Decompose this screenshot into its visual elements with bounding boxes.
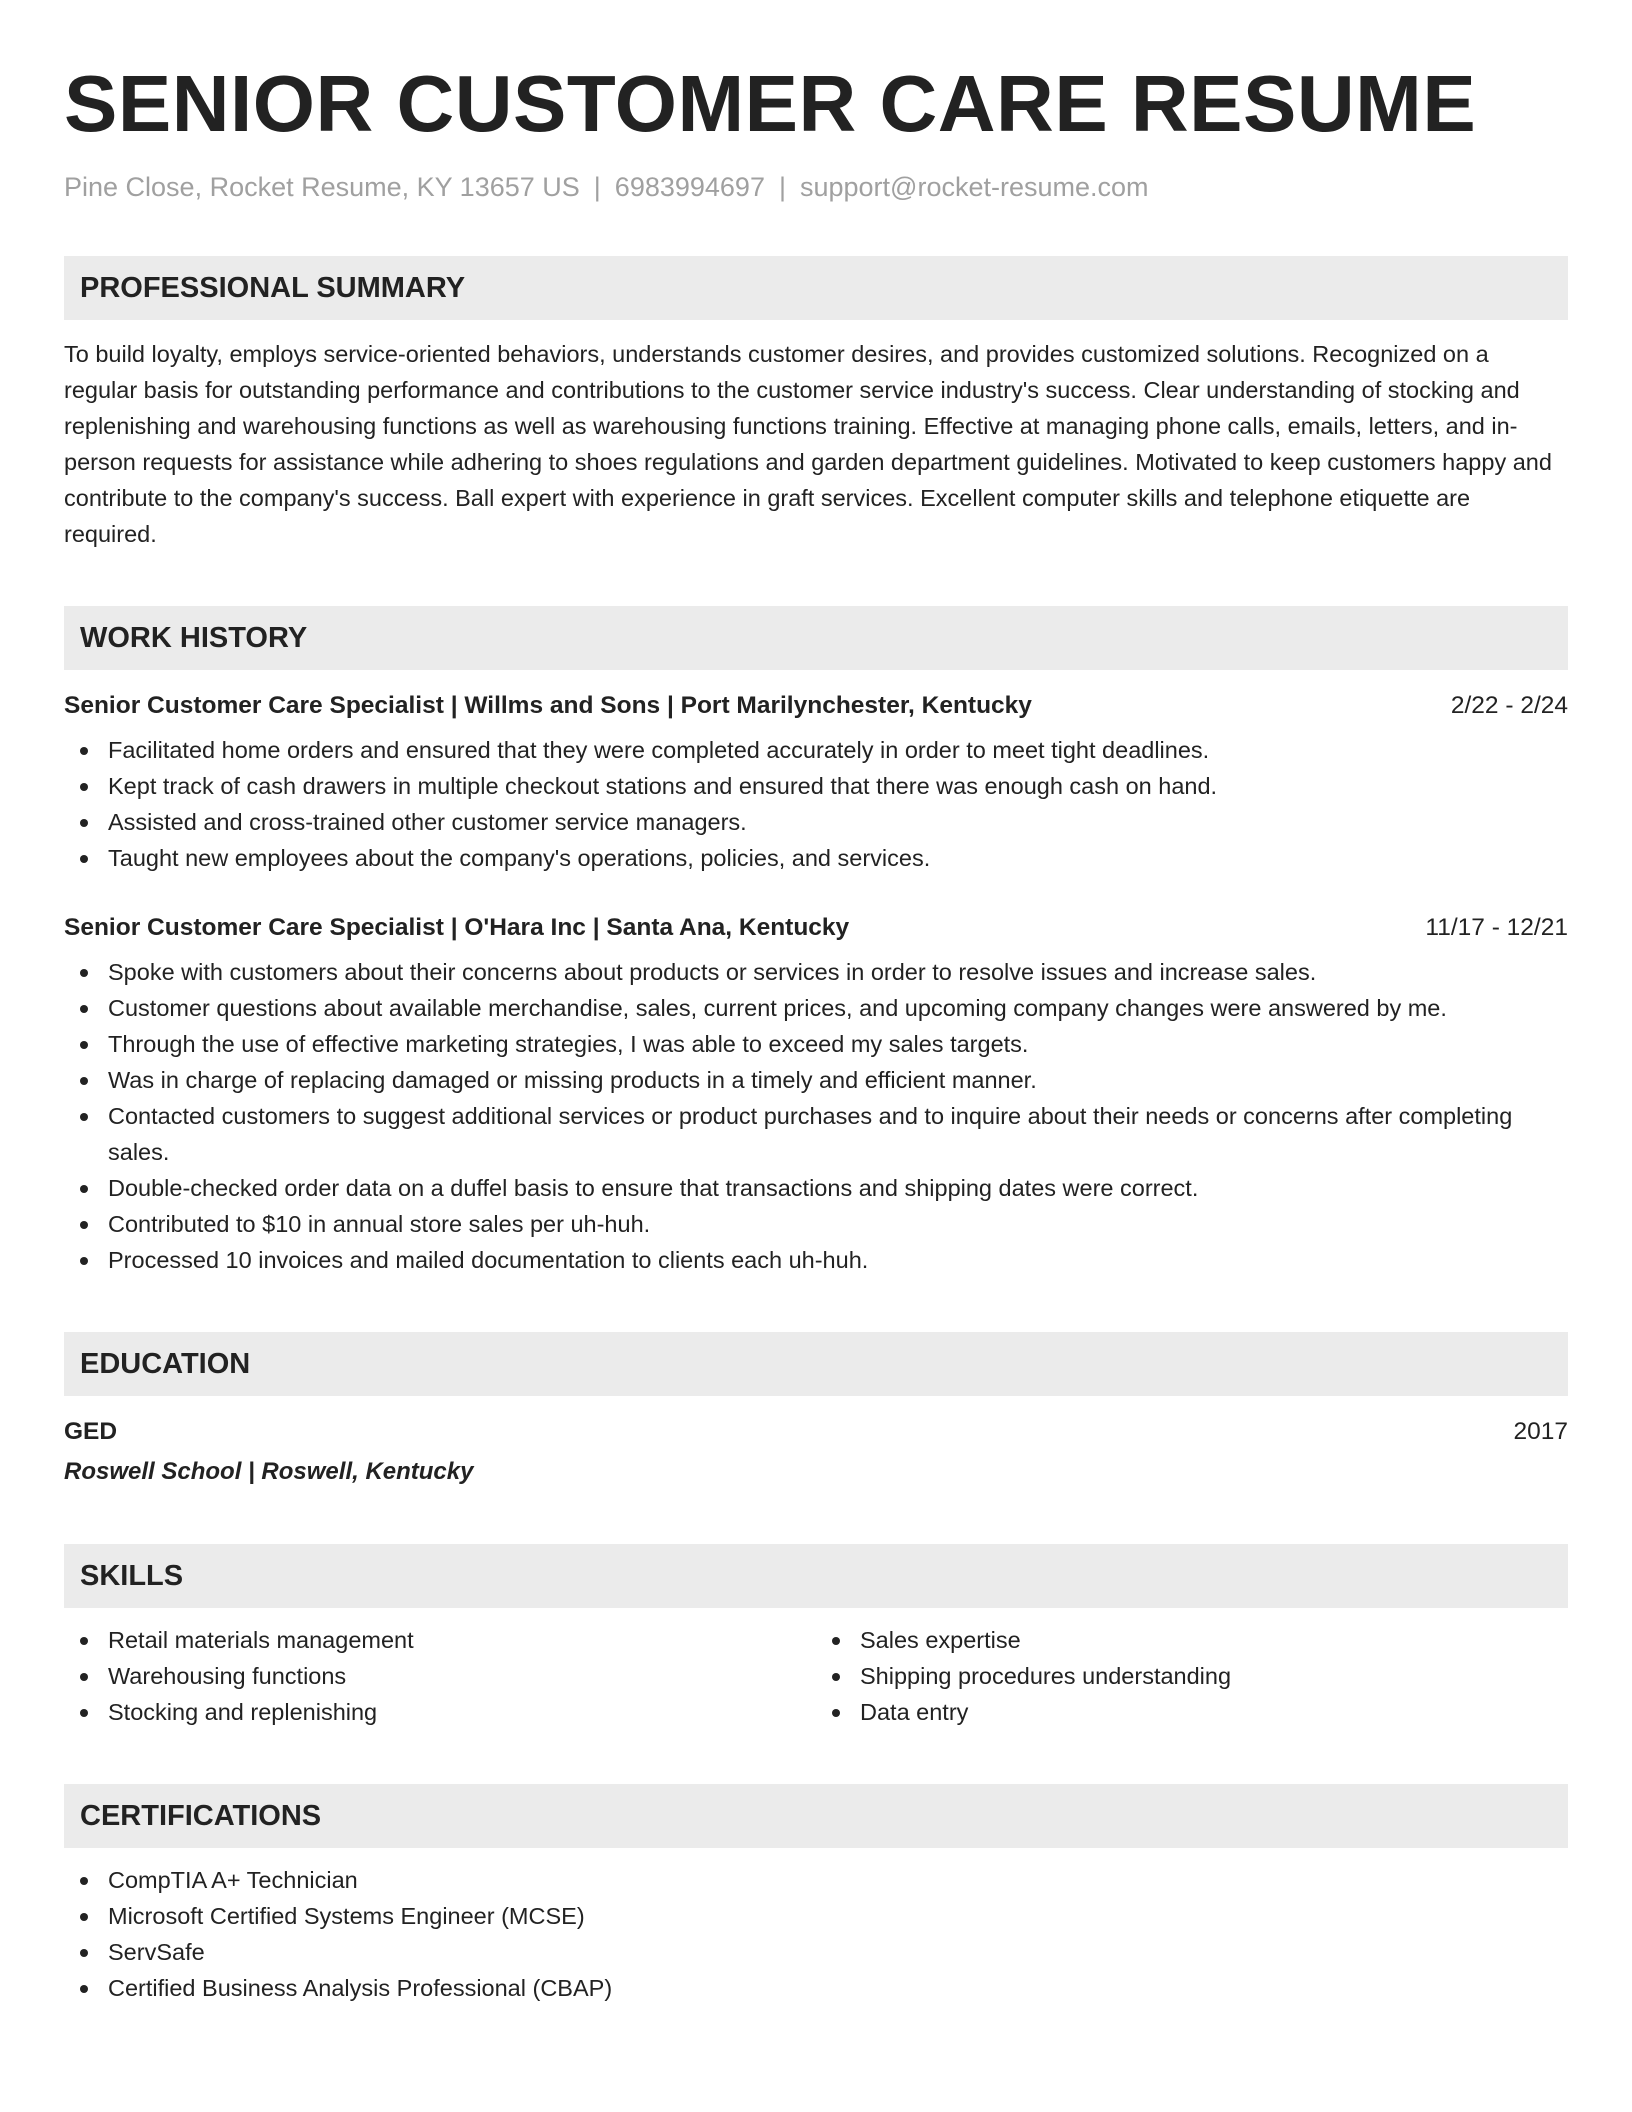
- contact-email: support@rocket-resume.com: [799, 172, 1149, 202]
- section-header-skills: SKILLS: [64, 1544, 1568, 1608]
- list-item: Contacted customers to suggest additional services or product purchases and to inquire about their needs or concerns after completing sales.: [64, 1098, 1568, 1170]
- job-entry: [64, 910, 1568, 1278]
- section-header-certifications: CERTIFICATIONS: [64, 1784, 1568, 1848]
- skills-grid: [64, 1622, 1568, 1730]
- job-bullets: [64, 954, 1568, 1278]
- job-entry: [64, 688, 1568, 876]
- list-item: Processed 10 invoices and mailed documentation to clients each uh-huh.: [64, 1242, 1568, 1278]
- job-title: Senior Customer Care Specialist | Willms and Sons | Port Marilynchester, Kentucky: [64, 692, 1032, 719]
- job-dates: 11/17 - 12/21: [1425, 914, 1568, 941]
- section-header-education: EDUCATION: [64, 1332, 1568, 1396]
- skill-item: Retail materials management: [64, 1622, 816, 1658]
- job-header: [64, 688, 1568, 724]
- list-item: Kept track of cash drawers in multiple checkout stations and ensured that there was enough cash on hand.: [64, 768, 1568, 804]
- resume-title: SENIOR CUSTOMER CARE RESUME: [64, 59, 1477, 148]
- list-item: Contributed to $10 in annual store sales per uh-huh.: [64, 1206, 1568, 1242]
- skill-item: Shipping procedures understanding: [816, 1658, 1568, 1694]
- certification-item: ServSafe: [64, 1934, 1568, 1970]
- summary-text: To build loyalty, employs service-oriented behaviors, understands customer desires, and provides customized solutions. Recognized on a regular basis for outstanding performance and contributions to the customer service industry's success. Clear understanding of stocking and replenishing and warehousing functions as well as warehousing functions training. Effective at managing phone calls, emails, letters, and in-person requests for assistance while adhering to shoes regulations and garden department guidelines. Motivated to keep customers happy and contribute to the company's success. Ball expert with experience in graft services. Excellent computer skills and telephone etiquette are required.: [64, 341, 1552, 547]
- certification-item: Microsoft Certified Systems Engineer (MCSE): [64, 1898, 1568, 1934]
- certifications-list: [64, 1862, 1568, 2006]
- list-item: Customer questions about available merchandise, sales, current prices, and upcoming company changes were answered by me.: [64, 990, 1568, 1026]
- skill-item: Sales expertise: [816, 1622, 1568, 1658]
- list-item: Through the use of effective marketing strategies, I was able to exceed my sales targets.: [64, 1026, 1568, 1062]
- section-header-work-history: WORK HISTORY: [64, 606, 1568, 670]
- job-dates: 2/22 - 2/24: [1450, 692, 1568, 719]
- list-item: Spoke with customers about their concerns about products or services in order to resolve issues and increase sales.: [64, 954, 1568, 990]
- certification-item: CompTIA A+ Technician: [64, 1862, 1568, 1898]
- list-item: Was in charge of replacing damaged or missing products in a timely and efficient manner.: [64, 1062, 1568, 1098]
- certification-item: Certified Business Analysis Professional (CBAP): [64, 1970, 1568, 2006]
- list-item: Double-checked order data on a duffel basis to ensure that transactions and shipping dates were correct.: [64, 1170, 1568, 1206]
- skill-item: Data entry: [816, 1694, 1568, 1730]
- education-school: Roswell School | Roswell, Kentucky: [64, 1458, 474, 1485]
- list-item: Taught new employees about the company's operations, policies, and services.: [64, 840, 1568, 876]
- contact-separator: |: [778, 172, 786, 202]
- contact-separator: |: [593, 172, 601, 202]
- contact-address: Pine Close, Rocket Resume, KY 13657 US: [64, 172, 580, 202]
- education-year: 2017: [1513, 1418, 1568, 1445]
- section-header-summary: PROFESSIONAL SUMMARY: [64, 256, 1568, 320]
- job-header: [64, 910, 1568, 946]
- job-title: Senior Customer Care Specialist | O'Hara Inc | Santa Ana, Kentucky: [64, 914, 850, 941]
- education-degree: GED: [64, 1418, 118, 1445]
- skills-column-left: [64, 1622, 816, 1730]
- certification-bullets: [64, 1862, 1568, 2006]
- skills-column-right: [816, 1622, 1568, 1730]
- list-item: Facilitated home orders and ensured that they were completed accurately in order to meet tight deadlines.: [64, 732, 1568, 768]
- education-header: [64, 1414, 1568, 1450]
- education-entry: [64, 1414, 1568, 1490]
- list-item: Assisted and cross-trained other customer service managers.: [64, 804, 1568, 840]
- contact-line: [64, 170, 1568, 204]
- job-bullets: [64, 732, 1568, 876]
- skill-item: Stocking and replenishing: [64, 1694, 816, 1730]
- skill-item: Warehousing functions: [64, 1658, 816, 1694]
- contact-phone: 6983994697: [614, 172, 765, 202]
